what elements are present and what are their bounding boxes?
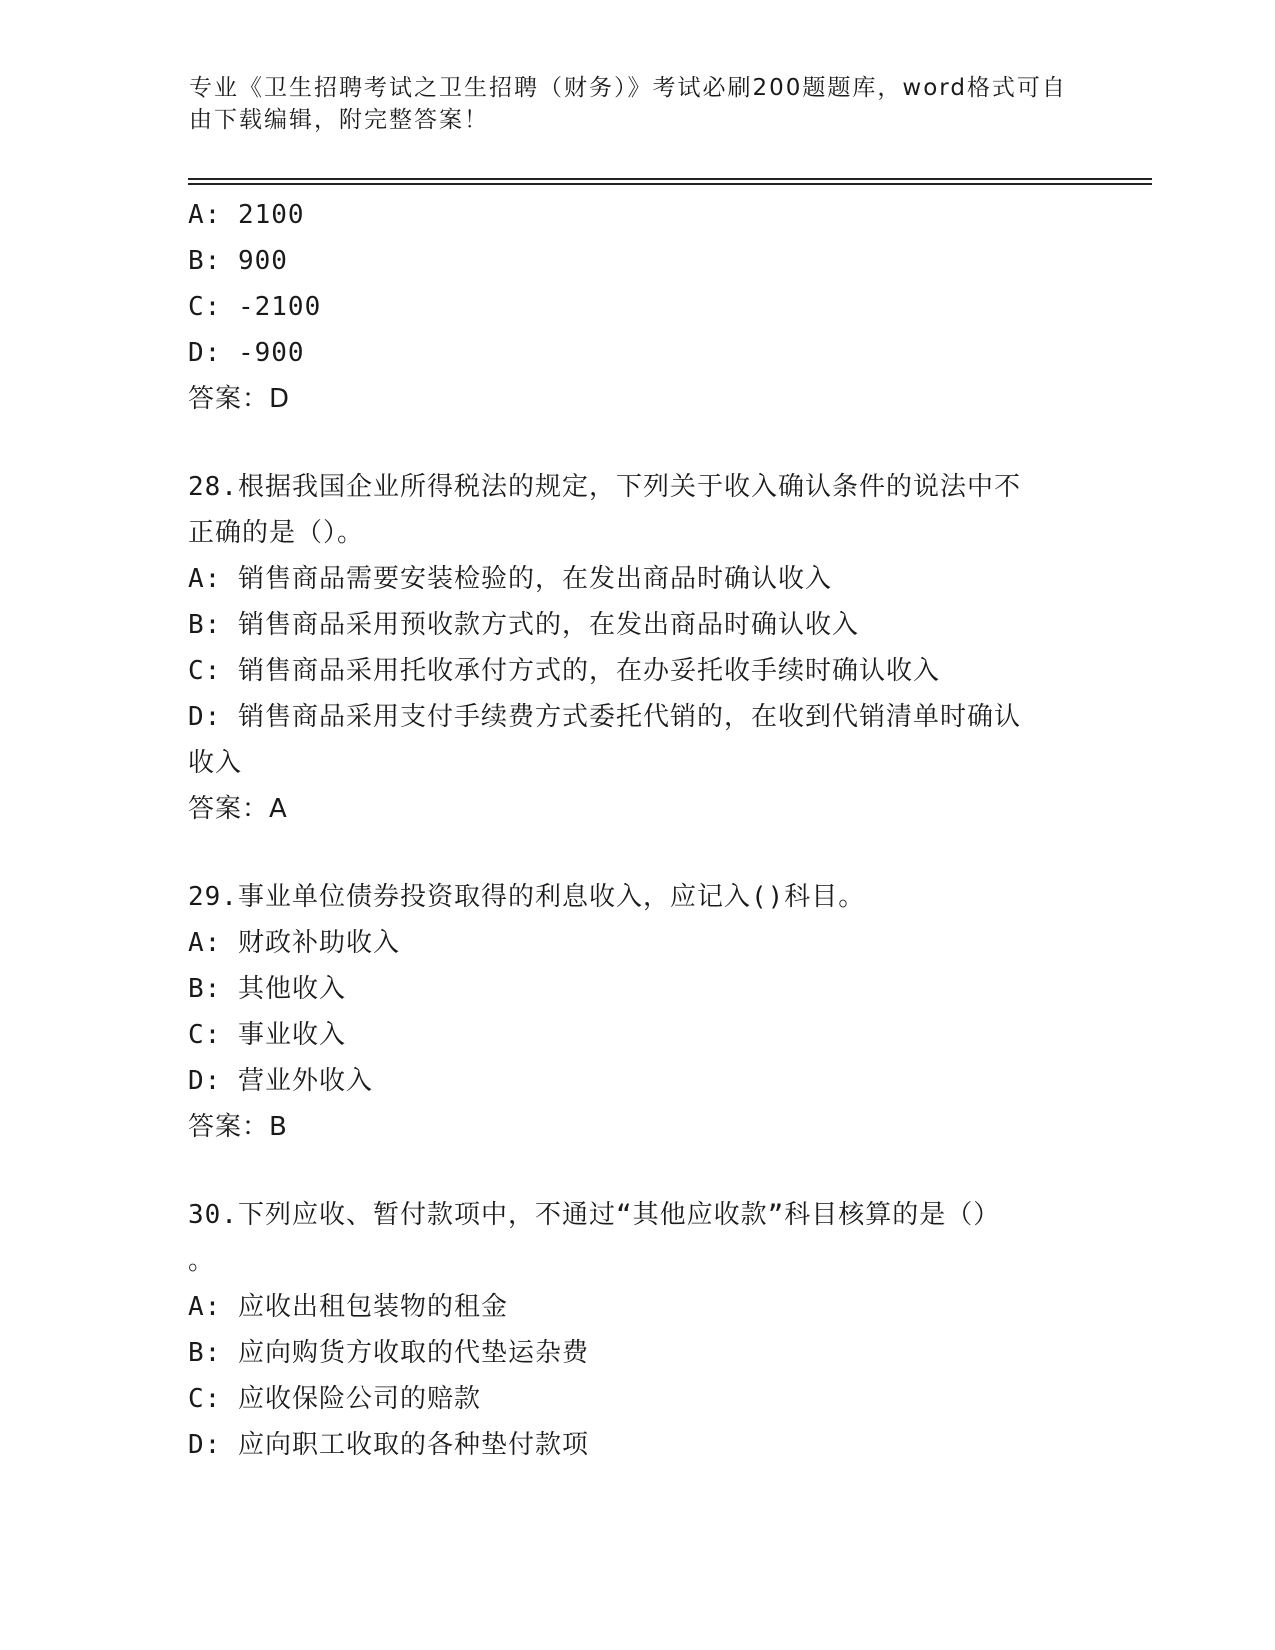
- question-content: [188, 192, 1088, 1468]
- header-divider-top: [188, 178, 1152, 180]
- header-line-2: 由下载编辑，附完整答案！: [189, 107, 489, 133]
- question-spacer: [188, 422, 1088, 464]
- question-30: [188, 1192, 1088, 1468]
- option-c: C: 销售商品采用托收承付方式的，在办妥托收手续时确认收入: [188, 656, 940, 686]
- option-b: B: 其他收入: [188, 974, 346, 1004]
- option-d-line-1: D: 销售商品采用支付手续费方式委托代销的，在收到代销清单时确认: [188, 702, 1021, 732]
- answer-label: 答案：D: [188, 384, 291, 414]
- header-line-1: 专业《卫生招聘考试之卫生招聘（财务）》考试必刷200题题库，word格式可自: [189, 75, 1067, 101]
- option-b: B: 销售商品采用预收款方式的，在发出商品时确认收入: [188, 610, 859, 640]
- question-29: [188, 874, 1088, 1150]
- question-27: [188, 192, 1088, 422]
- question-stem-line-2: 。: [188, 1246, 216, 1276]
- answer-label: 答案：B: [188, 1112, 288, 1142]
- option-a: A: 应收出租包装物的租金: [188, 1292, 508, 1322]
- option-a: A: 销售商品需要安装检验的，在发出商品时确认收入: [188, 564, 832, 594]
- question-spacer: [188, 832, 1088, 874]
- question-stem: 29.事业单位债券投资取得的利息收入，应记入()科目。: [188, 882, 866, 912]
- option-c: C: 事业收入: [188, 1020, 346, 1050]
- option-c: C: -2100: [188, 292, 322, 322]
- option-d: D: -900: [188, 338, 305, 368]
- option-a: A: 财政补助收入: [188, 928, 400, 958]
- option-c: C: 应收保险公司的赔款: [188, 1384, 481, 1414]
- question-spacer: [188, 1150, 1088, 1192]
- header-divider-bottom: [188, 183, 1152, 185]
- option-b: B: 900: [188, 246, 288, 276]
- question-stem-line-2: 正确的是（）。: [188, 518, 365, 548]
- question-28: [188, 464, 1088, 832]
- option-d: D: 应向职工收取的各种垫付款项: [188, 1430, 589, 1460]
- question-stem-line-1: 30.下列应收、暂付款项中，不通过“其他应收款”科目核算的是（）: [188, 1200, 1001, 1230]
- option-a: A: 2100: [188, 200, 305, 230]
- option-d-line-2: 收入: [188, 748, 243, 778]
- option-b: B: 应向购货方收取的代垫运杂费: [188, 1338, 589, 1368]
- document-header: [189, 72, 1079, 136]
- option-d: D: 营业外收入: [188, 1066, 373, 1096]
- question-stem-line-1: 28.根据我国企业所得税法的规定，下列关于收入确认条件的说法中不: [188, 472, 1021, 502]
- answer-label: 答案：A: [188, 794, 288, 824]
